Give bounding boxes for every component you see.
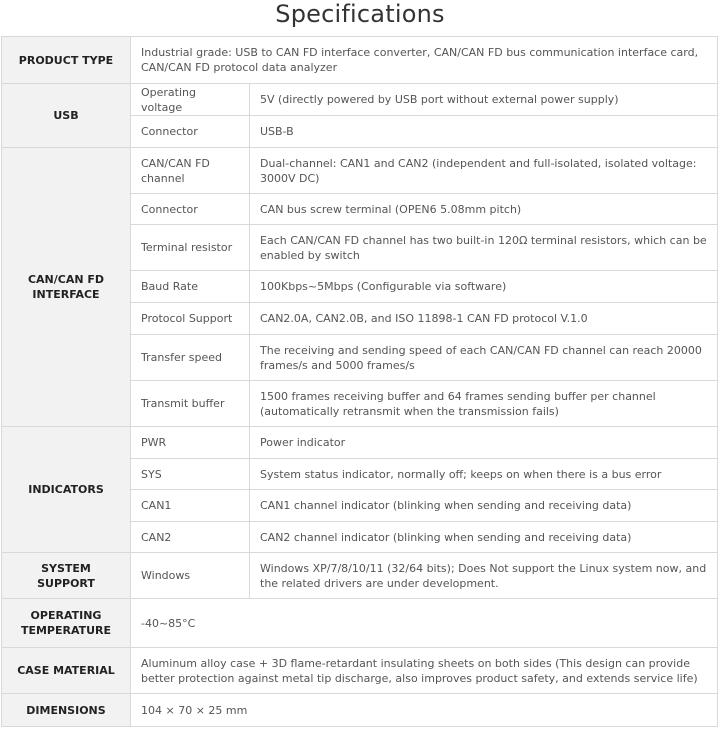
indicator-can1-label: CAN1 [131,490,250,522]
transmit-buffer-label: Transmit buffer [131,381,250,427]
system-support-value: Windows XP/7/8/10/11 (32/64 bits); Does Not support the Linux system now, and the related drivers are under development. [250,553,718,599]
table-row [2,148,718,194]
usb-operating-voltage-value: 5V (directly powered by USB port without external power supply) [250,84,718,116]
baud-rate-value: 100Kbps~5Mbps (Configurable via software) [250,271,718,303]
indicator-can2-value: CAN2 channel indicator (blinking when sending and receiving data) [250,522,718,553]
category-can-line1: CAN/CAN FD [27,273,105,286]
transfer-speed-label: Transfer speed [131,335,250,381]
can-channel-label: CAN/CAN FD channel [131,148,250,194]
protocol-support-label: Protocol Support [131,303,250,335]
can-channel-value: Dual-channel: CAN1 and CAN2 (independent and full-isolated, isolated voltage: 3000V DC) [250,148,718,194]
transmit-buffer-value: 1500 frames receiving buffer and 64 frames sending buffer per channel (automatically retransmit when the transmission fails) [250,381,718,427]
case-material-value: Aluminum alloy case + 3D flame-retardant insulating sheets on both sides (This design can provide better protection against metal tip discharge, also improves product safety, and extends service life) [131,648,718,694]
indicator-pwr-value: Power indicator [250,427,718,459]
transfer-speed-value: The receiving and sending speed of each CAN/CAN FD channel can reach 20000 frames/s and 5000 frames/s [250,335,718,381]
category-temp-line1: OPERATING [30,609,102,622]
table-row [2,84,718,116]
can-connector-value: CAN bus screw terminal (OPEN6 5.08mm pitch) [250,194,718,225]
dimensions-value: 104 × 70 × 25 mm [131,694,718,727]
table-row [2,553,718,599]
category-system-support: SYSTEM SUPPORT [2,553,131,599]
table-row [2,599,718,648]
category-can-line2: INTERFACE [32,288,100,301]
indicator-sys-value: System status indicator, normally off; keeps on when there is a bus error [250,459,718,490]
specifications-table [1,36,718,727]
category-product-type: PRODUCT TYPE [2,37,131,84]
usb-operating-voltage-label: Operating voltage [131,84,250,116]
category-usb: USB [2,84,131,148]
terminal-resistor-value: Each CAN/CAN FD channel has two built-in 120Ω terminal resistors, which can be enabled by switch [250,225,718,271]
indicator-can1-value: CAN1 channel indicator (blinking when sending and receiving data) [250,490,718,522]
indicator-can2-label: CAN2 [131,522,250,553]
can-connector-label: Connector [131,194,250,225]
table-row [2,694,718,727]
operating-temperature-value: -40~85°C [131,599,718,648]
terminal-resistor-label: Terminal resistor [131,225,250,271]
category-operating-temperature [2,599,131,648]
baud-rate-label: Baud Rate [131,271,250,303]
protocol-support-value: CAN2.0A, CAN2.0B, and ISO 11898-1 CAN FD protocol V.1.0 [250,303,718,335]
usb-connector-value: USB-B [250,116,718,148]
table-row [2,427,718,459]
usb-connector-label: Connector [131,116,250,148]
indicator-sys-label: SYS [131,459,250,490]
category-indicators: INDICATORS [2,427,131,553]
page-title: Specifications [275,0,445,28]
category-dimensions: DIMENSIONS [2,694,131,727]
table-row [2,648,718,694]
indicator-pwr-label: PWR [131,427,250,459]
category-temp-line2: TEMPERATURE [20,624,112,637]
category-can-interface [2,148,131,427]
product-type-value: Industrial grade: USB to CAN FD interface converter, CAN/CAN FD bus communication interface card, CAN/CAN FD protocol data analyzer [131,37,718,84]
system-support-label: Windows [131,553,250,599]
table-row [2,37,718,84]
category-case-material: CASE MATERIAL [2,648,131,694]
